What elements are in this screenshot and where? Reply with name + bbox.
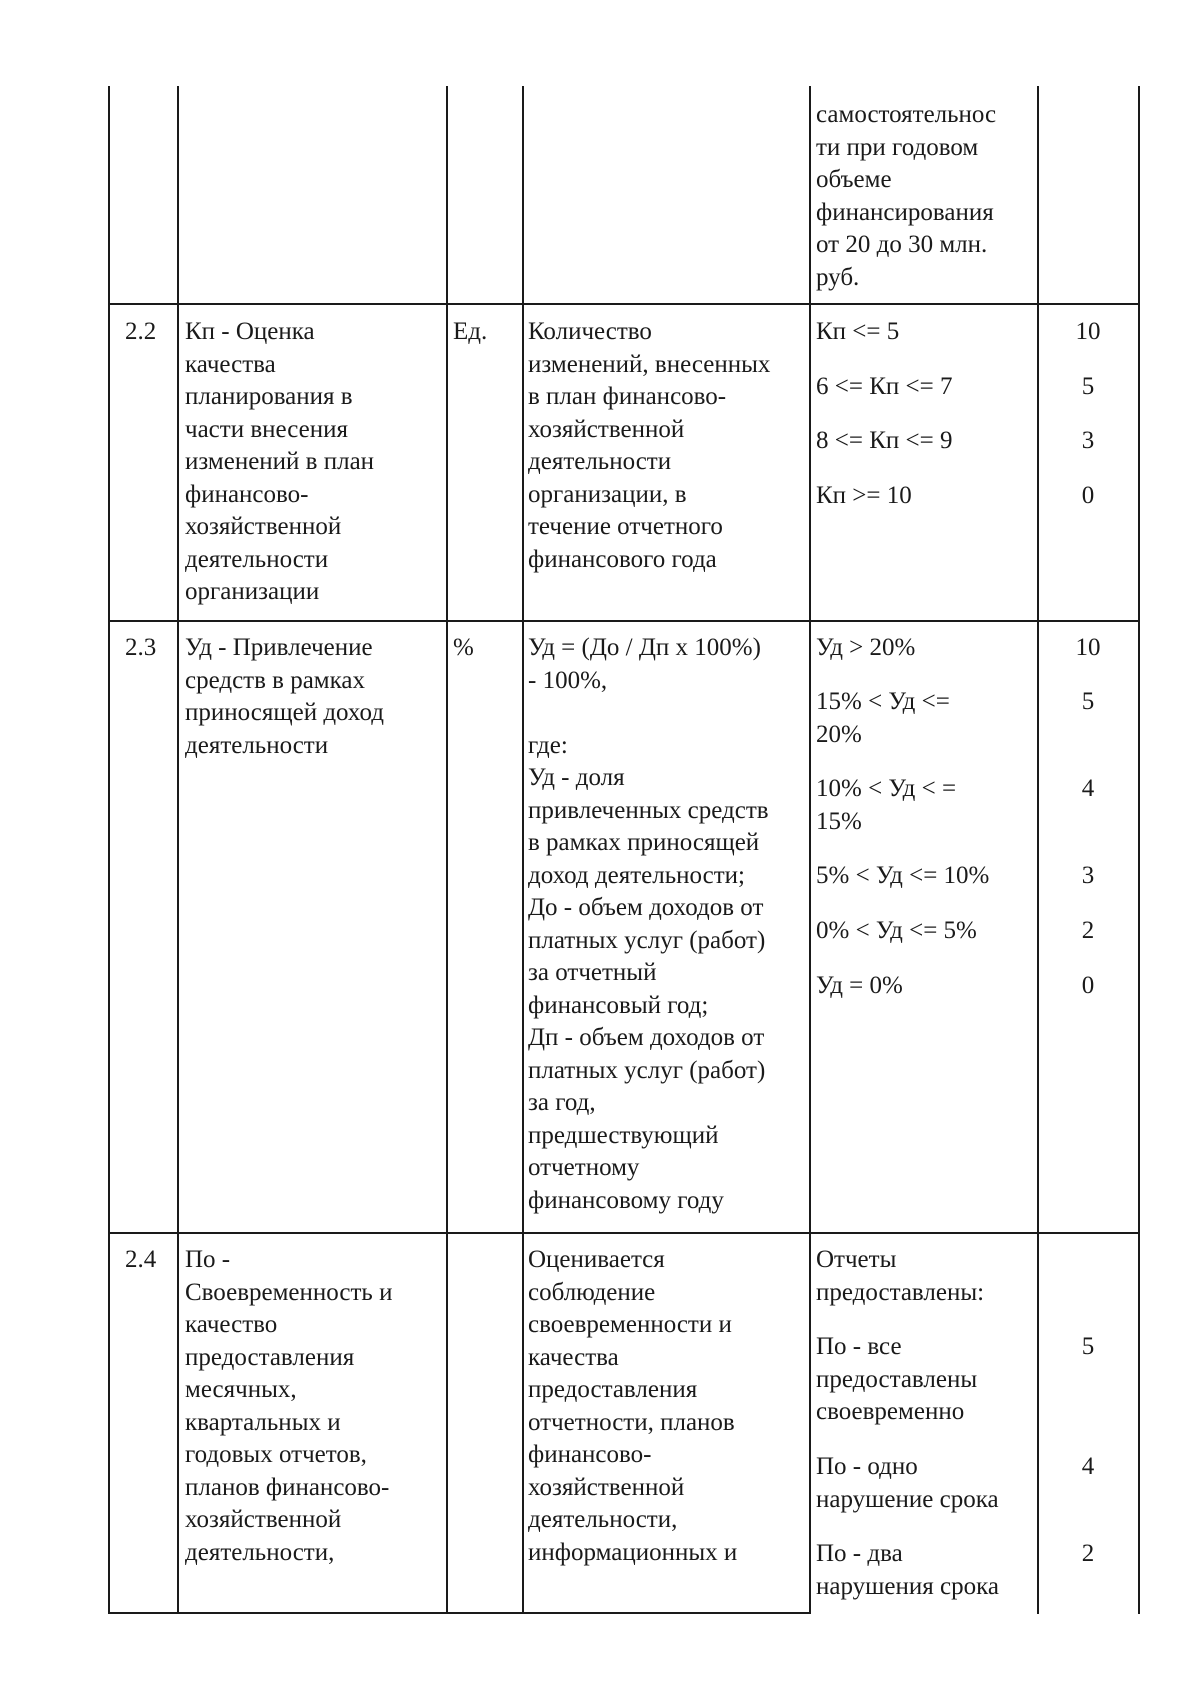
- criteria-text: 5% < Уд <= 10%: [816, 862, 990, 889]
- row-divider: [108, 303, 1140, 305]
- column-divider: [809, 86, 811, 1614]
- criteria-text: 8 <= Кп <= 9: [816, 427, 953, 454]
- column-divider: [446, 86, 448, 1614]
- score-value: 2: [1081, 1540, 1095, 1567]
- column-divider: [1037, 86, 1039, 1614]
- score-value: 4: [1081, 775, 1095, 802]
- score-value: 10: [1075, 318, 1101, 345]
- indicator-name: Уд - Привлечение средств в рамках приносящей доход деятельности: [185, 634, 384, 759]
- unit-of-measure: Ед.: [453, 318, 488, 345]
- unit-of-measure: %: [453, 634, 474, 661]
- indicator-name: По - Своевременность и качество предоставления месячных, квартальных и годовых отчетов, планов финансово- хозяйственной деятельности,: [185, 1246, 393, 1566]
- table-border-right: [1138, 86, 1140, 1614]
- calculation-method: Количество изменений, внесенных в план финансово- хозяйственной деятельности организации, в течение отчетного финансового года: [528, 318, 771, 573]
- score-value: 3: [1081, 862, 1095, 889]
- column-divider: [177, 86, 179, 1614]
- score-value: 0: [1081, 482, 1095, 509]
- column-divider: [522, 86, 524, 1614]
- criteria-text: Кп <= 5: [816, 318, 900, 345]
- row-divider: [108, 1232, 1140, 1234]
- score-value: 4: [1081, 1453, 1095, 1480]
- score-value: 5: [1081, 373, 1095, 400]
- criteria-text: 15% < Уд <= 20%: [816, 688, 950, 748]
- criteria-text: По - все предоставлены своевременно: [816, 1333, 978, 1425]
- row-number: 2.3: [125, 634, 157, 661]
- row-divider: [108, 620, 1140, 622]
- row-number: 2.4: [125, 1246, 157, 1273]
- score-value: 3: [1081, 427, 1095, 454]
- score-value: 5: [1081, 1333, 1095, 1360]
- calculation-method: Оценивается соблюдение своевременности и качества предоставления отчетности, планов финансово- хозяйственной деятельности, информационных и: [528, 1246, 738, 1566]
- criteria-text: Отчеты предоставлены:: [816, 1246, 985, 1306]
- calculation-method: Уд = (До / Дп x 100%) - 100%, где: Уд - доля привлеченных средств в рамках приносящей доход деятельности; До - объем доходов от платных услуг (работ) за отчетный финансовый год; Дп - объем доходов от платных услуг (работ) за год, предшествующий отчетному финансовому году: [528, 634, 769, 1214]
- criteria-text: 10% < Уд < = 15%: [816, 775, 957, 835]
- criteria-text: Кп >= 10: [816, 482, 912, 509]
- criteria-text: 0% < Уд <= 5%: [816, 917, 977, 944]
- score-value: 0: [1081, 972, 1095, 999]
- table-border-bottom: [108, 1612, 811, 1614]
- criteria-text: По - два нарушения срока: [816, 1540, 999, 1600]
- criteria-text: самостоятельнос ти при годовом объеме финансирования от 20 до 30 млн. руб.: [816, 101, 997, 291]
- row-number: 2.2: [125, 318, 157, 345]
- criteria-text: 6 <= Кп <= 7: [816, 373, 953, 400]
- table-border-left: [108, 86, 110, 1614]
- criteria-text: Уд = 0%: [816, 972, 903, 999]
- criteria-text: По - одно нарушение срока: [816, 1453, 999, 1513]
- indicator-name: Кп - Оценка качества планирования в части внесения изменений в план финансово- хозяйственной деятельности организации: [185, 318, 375, 605]
- score-value: 2: [1081, 917, 1095, 944]
- score-value: 5: [1081, 688, 1095, 715]
- score-value: 10: [1075, 634, 1101, 661]
- criteria-text: Уд > 20%: [816, 634, 916, 661]
